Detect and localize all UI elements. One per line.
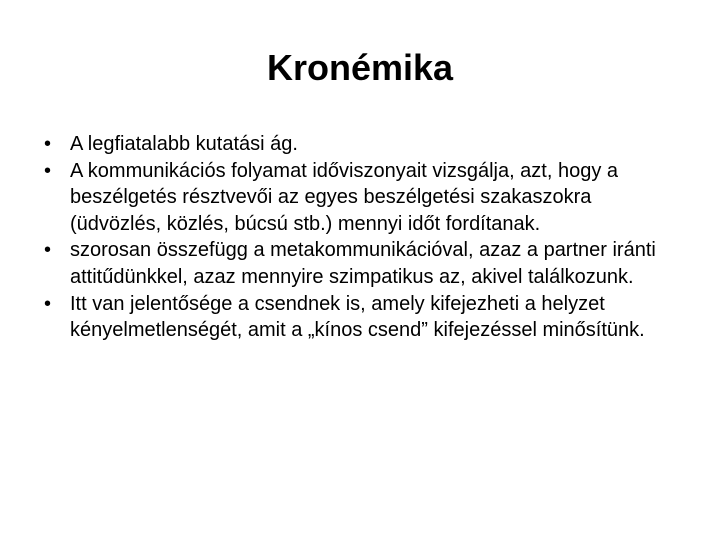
bullet-item [44,131,684,158]
bullet-text: szorosan összefügg a metakommunikációval, azaz a partner iránti attitűdünkkel, azaz mennyire szimpatikus az, akivel találkozunk. [70,239,656,288]
bullet-dot-icon: • [44,292,52,315]
bullet-dot-icon: • [44,133,52,155]
bullet-item [44,237,684,290]
bullet-dot-icon: • [44,159,52,182]
bullet-dot-icon: • [44,239,52,262]
slide-title: Kronémika [266,47,454,88]
bullet-list [44,131,684,344]
bullet-text: A legfiatalabb kutatási ág. [70,133,298,155]
bullet-text: Itt van jelentősége a csendnek is, amely kifejezheti a helyzet kényelmetlenségét, amit a „kínos csend” kifejezéssel minősítünk. [70,292,645,342]
bullet-text: A kommunikációs folyamat időviszonyait vizsgálja, azt, hogy a beszélgetés résztvevői az egyes beszélgetési szakaszokra (üdvözlés, közlés, búcsú stb.) mennyi időt fordítanak. [70,159,619,235]
bullet-item [44,291,684,344]
bullet-item [44,158,684,238]
